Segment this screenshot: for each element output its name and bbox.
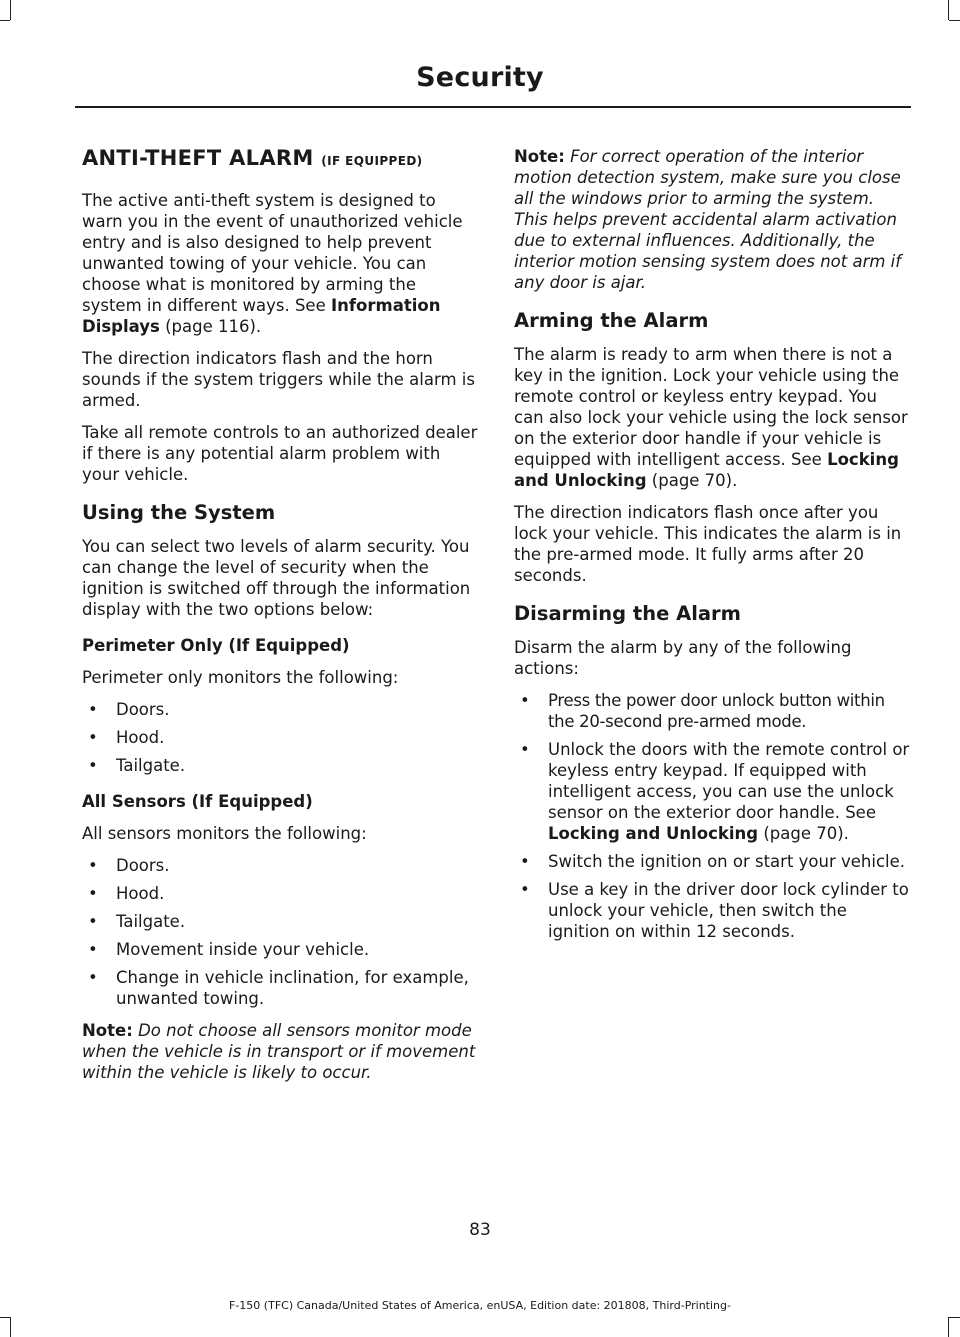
pre-armed-paragraph: The direction indicators flash once after you lock your vehicle. This indicates the alarm is in the pre-armed mode. It fully arms after 20 seconds. — [514, 503, 902, 585]
list-item: • Doors. — [88, 700, 170, 719]
right-column — [514, 146, 910, 953]
list-item: • Press the power door unlock button within the 20-second pre-armed mode. — [520, 691, 885, 731]
arming-heading: Arming the Alarm — [514, 309, 709, 332]
page-title: Security — [416, 62, 544, 93]
all-sensors-intro: All sensors monitors the following: — [82, 824, 367, 843]
locking-unlocking-link[interactable]: Locking and Unlocking — [514, 450, 899, 490]
crop-mark — [0, 20, 10, 21]
section-heading-anti-theft — [82, 146, 478, 170]
crop-mark — [10, 0, 11, 20]
header-divider — [75, 106, 911, 108]
arming-page-ref: (page 70). — [646, 471, 738, 490]
crop-mark — [949, 1317, 960, 1318]
perimeter-list — [82, 699, 478, 776]
using-system-heading: Using the System — [82, 501, 276, 524]
note-paragraph — [82, 1020, 478, 1083]
list-item: • Doors. — [88, 856, 170, 875]
list-item: • Switch the ignition on or start your vehicle. — [520, 852, 906, 871]
list-item: • Unlock the doors with the remote control or keyless entry keypad. If equipped with intelligent access, you can use the unlock sensor on the exterior door handle. See Locking and Unlocking (page 70). — [520, 740, 910, 843]
note-label: Note: — [514, 147, 565, 166]
perimeter-intro: Perimeter only monitors the following: — [82, 668, 399, 687]
footer-edition: F-150 (TFC) Canada/United States of America, enUSA, Edition date: 201808, Third-Printing- — [229, 1299, 731, 1312]
page-number: 83 — [469, 1220, 491, 1240]
information-displays-link[interactable]: Information Displays — [82, 296, 441, 336]
crop-mark — [949, 20, 960, 21]
intro-paragraph — [82, 190, 478, 337]
heading-suffix: (IF EQUIPPED) — [321, 154, 423, 168]
list-item: • Hood. — [88, 728, 165, 747]
list-item: • Tailgate. — [88, 756, 186, 775]
left-column — [82, 146, 478, 1094]
dealer-paragraph: Take all remote controls to an authorized dealer if there is any potential alarm problem with your vehicle. — [82, 423, 478, 484]
locking-unlocking-link[interactable]: Locking and Unlocking — [548, 824, 759, 843]
horn-paragraph: The direction indicators flash and the horn sounds if the system triggers while the alarm is armed. — [82, 349, 475, 410]
heading-main: ANTI-THEFT ALARM — [82, 146, 314, 170]
list-item: • Change in vehicle inclination, for example, unwanted towing. — [88, 968, 469, 1008]
disarming-intro: Disarm the alarm by any of the following actions: — [514, 638, 852, 678]
intro-page-ref: (page 116). — [159, 317, 262, 336]
crop-mark — [10, 1317, 11, 1337]
list-item: • Movement inside your vehicle. — [88, 940, 370, 959]
note-label: Note: — [82, 1021, 133, 1040]
intro-text: The active anti-theft system is designed to warn you in the event of unauthorized vehicle entry and is also designed to help prevent unwanted towing of your vehicle. You can choose what is monitored by arming the system in different ways. See — [82, 191, 463, 315]
arming-text: The alarm is ready to arm when there is not a key in the ignition. Lock your vehicle using the remote control or keyless entry keypad. You can also lock your vehicle using the lock sensor on the exterior door handle if your vehicle is equipped with intelligent access. See — [514, 345, 908, 469]
crop-mark — [0, 1317, 10, 1318]
list-item: • Use a key in the driver door lock cylinder to unlock your vehicle, then switch the ignition on within 12 seconds. — [520, 880, 909, 941]
list-item: • Hood. — [88, 884, 165, 903]
using-system-paragraph: You can select two levels of alarm security. You can change the level of security when the ignition is switched off through the information display with the two options below: — [82, 537, 471, 619]
arming-paragraph — [514, 344, 910, 491]
list-item: • Tailgate. — [88, 912, 186, 931]
crop-mark — [948, 1317, 949, 1337]
note-paragraph — [514, 146, 910, 293]
note-text: For correct operation of the interior motion detection system, make sure you close all the windows prior to arming the system. This helps prevent accidental alarm activation due to external influences. Additionally, the interior motion sensing system does not arm if any door is ajar. — [514, 147, 902, 292]
disarming-heading: Disarming the Alarm — [514, 602, 741, 625]
all-sensors-heading: All Sensors (If Equipped) — [82, 792, 313, 811]
perimeter-heading: Perimeter Only (If Equipped) — [82, 636, 350, 655]
disarming-list — [514, 690, 910, 942]
crop-mark — [948, 0, 949, 20]
all-sensors-list — [82, 855, 478, 1009]
note-text: Do not choose all sensors monitor mode when the vehicle is in transport or if movement within the vehicle is likely to occur. — [82, 1021, 476, 1082]
